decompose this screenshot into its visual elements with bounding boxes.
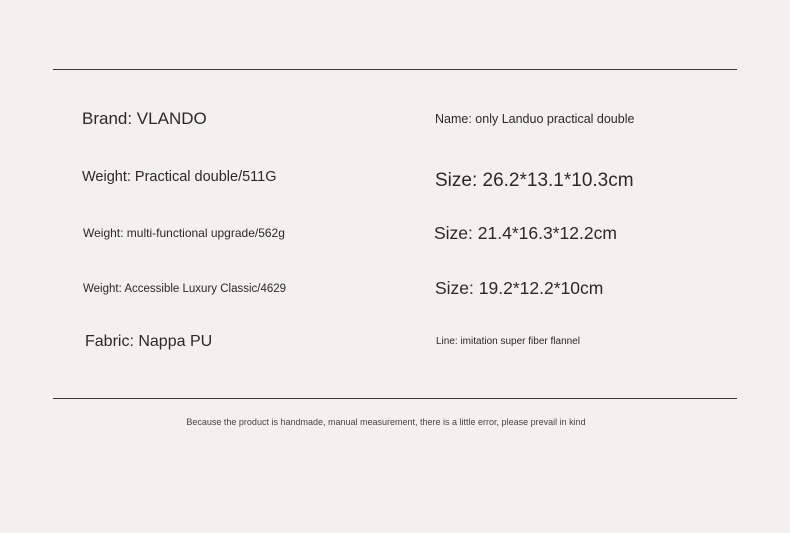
- fabric-spec: Fabric: Nappa PU: [85, 333, 213, 350]
- measurement-disclaimer: Because the product is handmade, manual measurement, there is a little error, please prevail in kind: [186, 417, 586, 427]
- brand-spec: Brand: VLANDO: [82, 109, 207, 128]
- name-spec: Name: only Landuo practical double: [435, 112, 635, 126]
- size-luxury-spec: Size: 19.2*12.2*10cm: [435, 278, 604, 298]
- weight-practical-spec: Weight: Practical double/511G: [82, 169, 277, 185]
- size-multifunctional-spec: Size: 21.4*16.3*12.2cm: [434, 223, 617, 243]
- weight-multifunctional-spec: Weight: multi-functional upgrade/562g: [83, 226, 285, 240]
- lining-spec: Line: imitation super fiber flannel: [436, 336, 580, 347]
- size-practical-spec: Size: 26.2*13.1*10.3cm: [435, 170, 634, 191]
- weight-luxury-spec: Weight: Accessible Luxury Classic/4629: [83, 283, 287, 295]
- bottom-divider: [53, 398, 737, 399]
- top-divider: [53, 69, 737, 70]
